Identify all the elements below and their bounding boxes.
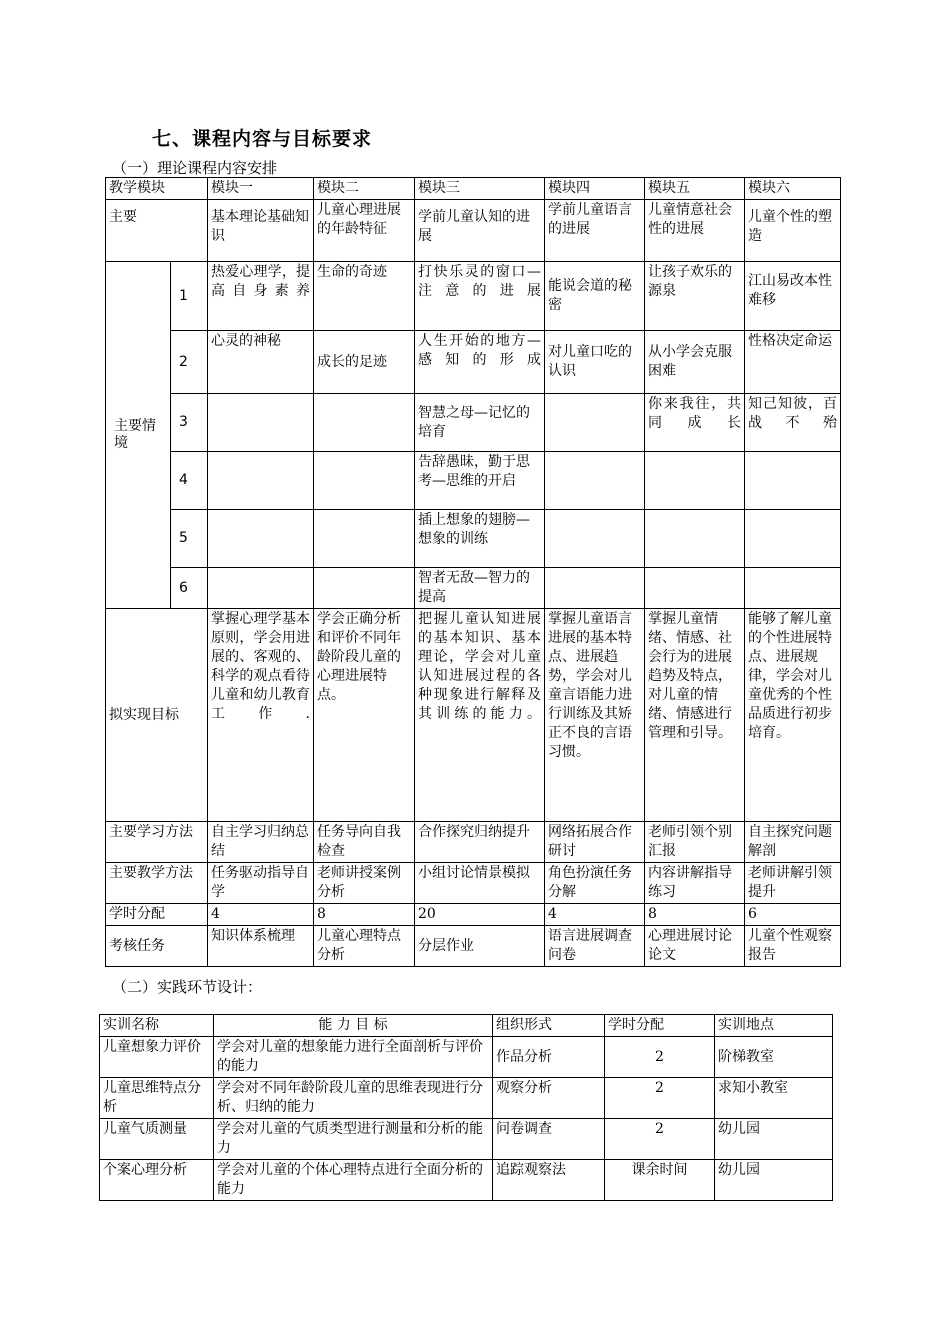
table-cell: 人生开始的地方—感知的形成 (415, 331, 545, 394)
table-row (100, 1160, 833, 1201)
table-cell: 学会对不同年龄阶段儿童的思维表现进行分析、归纳的能力 (214, 1078, 493, 1119)
practice-table (99, 1014, 833, 1201)
table-cell (545, 394, 645, 452)
page-title: 七、课程内容与目标要求 (152, 128, 373, 150)
table-cell: 分层作业 (415, 926, 545, 967)
table-cell: 学会对儿童的想象能力进行全面剖析与评价的能力 (214, 1037, 493, 1078)
table-cell: 任务导向自我检查 (314, 822, 415, 863)
table-header-row (106, 178, 841, 200)
table-cell: 幼儿园 (715, 1119, 833, 1160)
table-cell (545, 452, 645, 510)
table-cell (208, 510, 314, 568)
header-cell: 模块五 (645, 178, 745, 200)
table-cell: 自主学习归纳总结 (208, 822, 314, 863)
row-label: 主要学习方法 (106, 822, 208, 863)
situation-number: 4 (171, 452, 208, 510)
table-cell: 学前儿童认知的进展 (415, 200, 545, 262)
table-cell: 心理进展讨论论文 (645, 926, 745, 967)
table-cell: 学会对儿童的个体心理特点进行全面分析的能力 (214, 1160, 493, 1201)
situation-number: 1 (171, 262, 208, 331)
table-cell: 能够了解儿童的个性进展特点、进展规律，学会对儿童优秀的个性品质进行初步培育。 (745, 609, 841, 822)
table-cell (545, 568, 645, 609)
table-cell: 4 (208, 904, 314, 926)
header-cell: 学时分配 (605, 1015, 715, 1037)
header-cell: 实训地点 (715, 1015, 833, 1037)
table-cell (314, 452, 415, 510)
header-cell: 模块一 (208, 178, 314, 200)
table-cell: 智者无敌—智力的提高 (415, 568, 545, 609)
table-cell: 学前儿童语言的进展 (545, 200, 645, 262)
table-cell: 让孩子欢乐的源泉 (645, 262, 745, 331)
table-cell: 智慧之母—记忆的培育 (415, 394, 545, 452)
table-cell: 老师讲解引领提升 (745, 863, 841, 904)
situation-number: 2 (171, 331, 208, 394)
section-practice-title: （二）实践环节设计： (112, 978, 263, 996)
table-cell: 学会对儿童的气质类型进行测量和分析的能力 (214, 1119, 493, 1160)
table-row (100, 1119, 833, 1160)
table-cell: 儿童个性观察报告 (745, 926, 841, 967)
header-cell: 组织形式 (493, 1015, 605, 1037)
table-cell: 老师讲授案例分析 (314, 863, 415, 904)
table-cell: 从小学会克服困难 (645, 331, 745, 394)
table-cell: 插上想象的翅膀—想象的训练 (415, 510, 545, 568)
table-cell: 小组讨论情景模拟 (415, 863, 545, 904)
table-cell: 2 (605, 1078, 715, 1119)
header-cell: 模块二 (314, 178, 415, 200)
table-cell: 江山易改本性难移 (745, 262, 841, 331)
table-cell: 掌握儿童情绪、情感、社会行为的进展趋势及特点，对儿童的情绪、情感进行管理和引导。 (645, 609, 745, 822)
row-label: 主要情境 (106, 262, 171, 609)
situation-row (106, 331, 841, 394)
table-cell: 8 (314, 904, 415, 926)
table-cell: 角色扮演任务分解 (545, 863, 645, 904)
header-cell: 模块三 (415, 178, 545, 200)
table-cell: 8 (645, 904, 745, 926)
table-cell: 儿童心理进展的年龄特征 (314, 200, 415, 262)
table-cell: 儿童想象力评价 (100, 1037, 214, 1078)
table-cell: 儿童心理特点分析 (314, 926, 415, 967)
header-cell: 实训名称 (100, 1015, 214, 1037)
situation-row (106, 452, 841, 510)
header-cell: 教学模块 (106, 178, 208, 200)
table-cell: 成长的足迹 (314, 331, 415, 394)
table-cell: 儿童个性的塑造 (745, 200, 841, 262)
table-cell (208, 452, 314, 510)
table-cell (208, 394, 314, 452)
table-cell: 阶梯教室 (715, 1037, 833, 1078)
table-cell (314, 510, 415, 568)
table-cell: 掌握心理学基本原则，学会用进展的、客观的、科学的观点看待儿童和幼儿教育工作. (208, 609, 314, 822)
table-cell (745, 510, 841, 568)
goal-row (106, 609, 841, 822)
assessment-row (106, 926, 841, 967)
header-cell: 模块四 (545, 178, 645, 200)
row-label: 主要 (106, 200, 208, 262)
table-cell: 6 (745, 904, 841, 926)
table-cell: 2 (605, 1037, 715, 1078)
table-cell (645, 568, 745, 609)
teach-method-row (106, 863, 841, 904)
table-cell: 求知小教室 (715, 1078, 833, 1119)
table-cell (645, 510, 745, 568)
table-cell (314, 394, 415, 452)
table-cell: 语言进展调查问卷 (545, 926, 645, 967)
table-cell: 20 (415, 904, 545, 926)
situation-number: 6 (171, 568, 208, 609)
section-theory-title: （一）理论课程内容安排 (112, 159, 278, 177)
table-cell: 心灵的神秘 (208, 331, 314, 394)
row-label: 考核任务 (106, 926, 208, 967)
situation-row (106, 568, 841, 609)
table-cell: 你来我往，共同成长 (645, 394, 745, 452)
table-cell: 知识体系梳理 (208, 926, 314, 967)
table-cell (645, 452, 745, 510)
table-row (100, 1078, 833, 1119)
hours-row (106, 904, 841, 926)
table-cell: 儿童气质测量 (100, 1119, 214, 1160)
table-cell: 学会正确分析和评价不同年龄阶段儿童的心理进展特点。 (314, 609, 415, 822)
row-label: 拟实现目标 (106, 609, 208, 822)
table-cell: 老师引领个别汇报 (645, 822, 745, 863)
table-cell: 生命的奇迹 (314, 262, 415, 331)
table-cell: 自主探究问题解剖 (745, 822, 841, 863)
table-cell (314, 568, 415, 609)
table-cell: 课余时间 (605, 1160, 715, 1201)
table-cell: 知己知彼，百战不殆 (745, 394, 841, 452)
table-cell: 幼儿园 (715, 1160, 833, 1201)
table-cell: 告辞愚昧，勤于思考—思维的开启 (415, 452, 545, 510)
table-cell: 合作探究归纳提升 (415, 822, 545, 863)
table-cell: 2 (605, 1119, 715, 1160)
table-cell: 观察分析 (493, 1078, 605, 1119)
table-cell (745, 568, 841, 609)
table-cell: 性格决定命运 (745, 331, 841, 394)
table-cell: 能说会道的秘密 (545, 262, 645, 331)
table-cell (208, 568, 314, 609)
table-cell: 打快乐灵的窗口—注意的进展 (415, 262, 545, 331)
situation-number: 5 (171, 510, 208, 568)
table-cell: 内容讲解指导练习 (645, 863, 745, 904)
table-cell: 追踪观察法 (493, 1160, 605, 1201)
table-cell: 基本理论基础知识 (208, 200, 314, 262)
situation-row (106, 510, 841, 568)
table-cell: 网络拓展合作研讨 (545, 822, 645, 863)
header-cell: 模块六 (745, 178, 841, 200)
table-cell: 把握儿童认知进展的基本知识、基本理论，学会对儿童认知进展过程的各种现象进行解释及其训练的能力。 (415, 609, 545, 822)
row-label: 主要教学方法 (106, 863, 208, 904)
situation-row (106, 394, 841, 452)
table-cell: 掌握儿童语言进展的基本特点、进展趋势，学会对儿童言语能力进行训练及其矫正不良的言语习惯。 (545, 609, 645, 822)
table-row (100, 1037, 833, 1078)
situation-number: 3 (171, 394, 208, 452)
table-cell: 热爱心理学，提高自身素养 (208, 262, 314, 331)
table-cell: 儿童情意社会性的进展 (645, 200, 745, 262)
table-cell: 个案心理分析 (100, 1160, 214, 1201)
study-method-row (106, 822, 841, 863)
table-cell (545, 510, 645, 568)
table-cell: 作品分析 (493, 1037, 605, 1078)
table-cell: 儿童思维特点分析 (100, 1078, 214, 1119)
table-cell: 对儿童口吃的认识 (545, 331, 645, 394)
theory-course-table (105, 177, 841, 967)
row-label: 学时分配 (106, 904, 208, 926)
header-cell: 能 力 目 标 (214, 1015, 493, 1037)
table-header-row (100, 1015, 833, 1037)
table-cell: 任务驱动指导自学 (208, 863, 314, 904)
table-cell: 问卷调查 (493, 1119, 605, 1160)
table-cell (745, 452, 841, 510)
situation-row (106, 262, 841, 331)
main-content-row (106, 200, 841, 262)
table-cell: 4 (545, 904, 645, 926)
